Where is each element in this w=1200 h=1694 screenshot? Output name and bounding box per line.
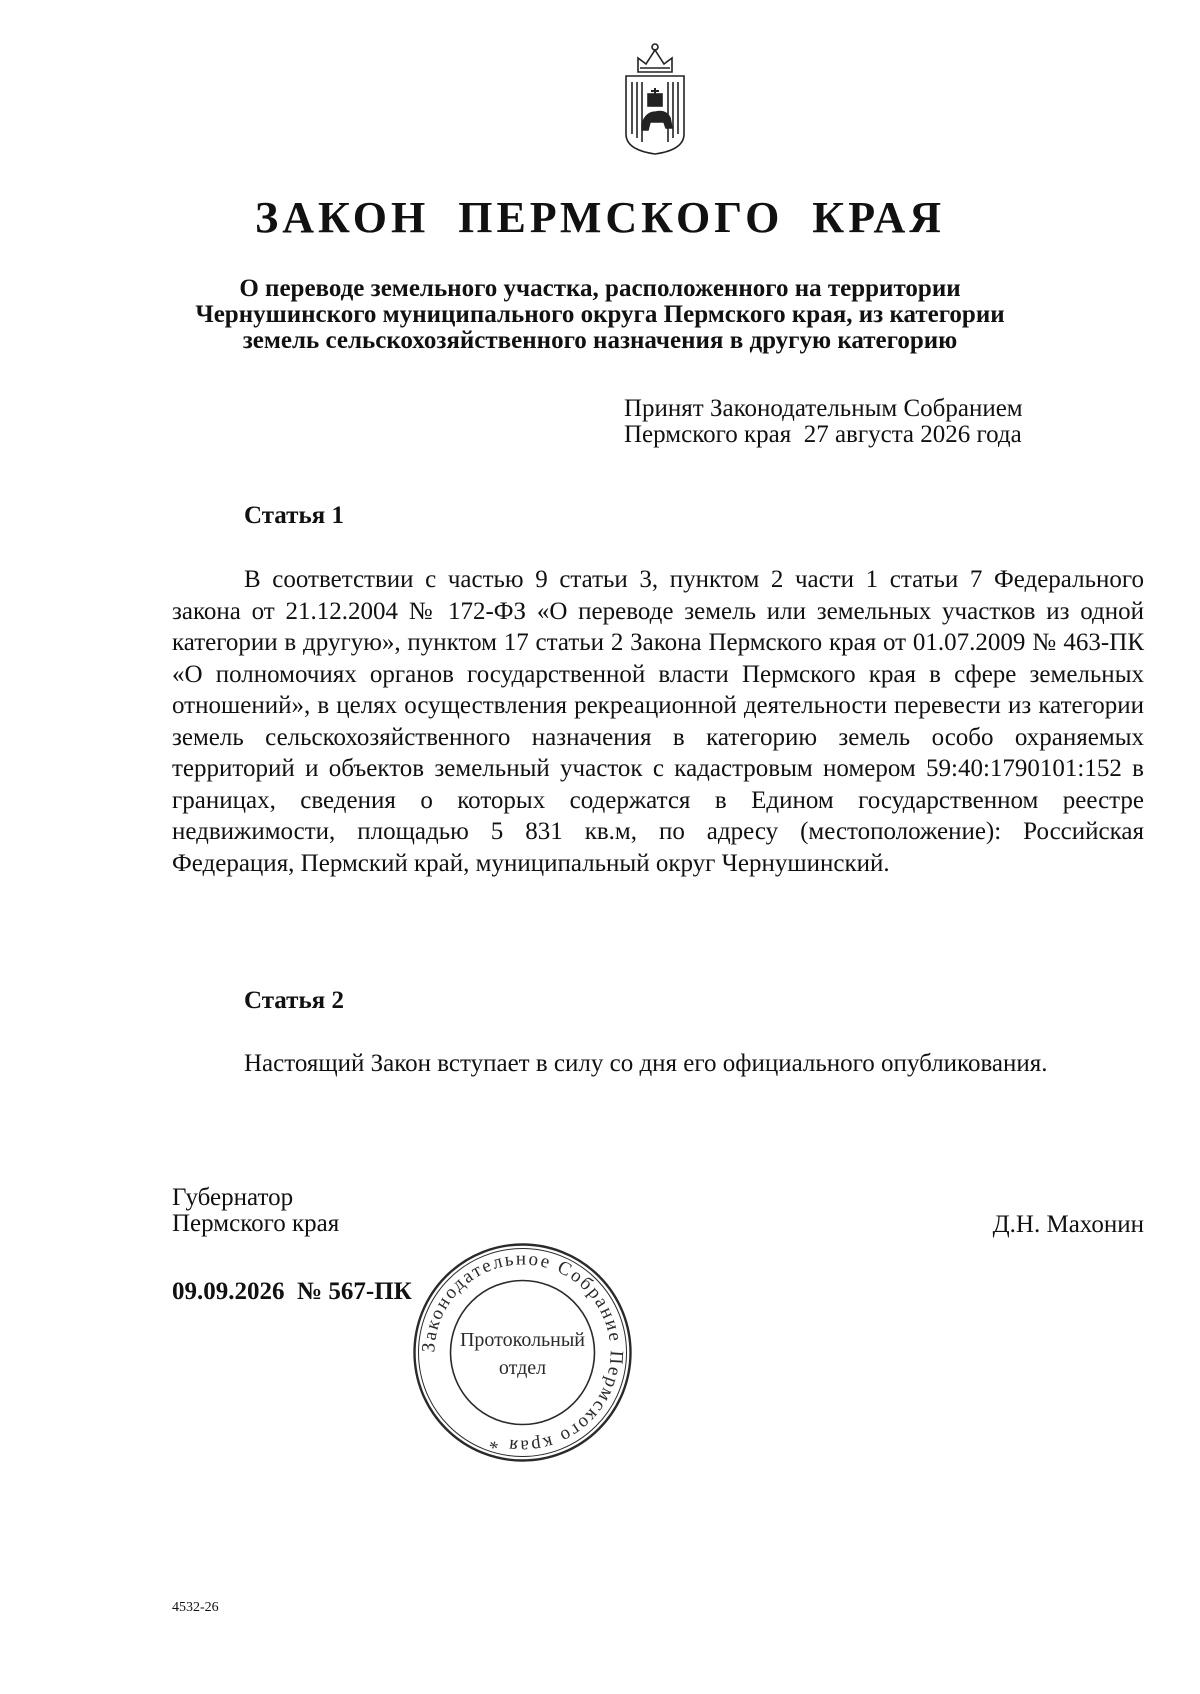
article-1-text: В соответствии с частью 9 статьи 3, пунктом 2 части 1 статьи 7 Федерального закона от 21.12.2004 № 172-ФЗ «О переводе земель или земельных участков из одной категории в другую», пунктом 17 статьи 2 Закона Пермского края от 01.07.2009 № 463-ПК «О полномочиях органов государственной власти Пермского края в сфере земельных отношений», в целях осуществления рекреационной деятельности перевести из категории земель сельскохозяйственного назначения в категорию земель особо охраняемых территорий и объектов земельный участок с кадастровым номером 59:40:1790101:152 в границах, сведения о которых содержатся в Едином государственном реестре недвижимости, площадью 5 831 кв.м, по адресу (местоположение): Российская Федерация, Пермский край, муниципальный округ Чернушинский. (172, 566, 1144, 877)
position-line: Губернатор (172, 1184, 294, 1211)
document-title: ЗАКОН ПЕРМСКОГО КРАЯ (254, 193, 946, 242)
svg-text:Законодательное Собрание Пермс (418, 1248, 626, 1456)
position-line: Пермского края (172, 1210, 340, 1237)
signatory-position (172, 1185, 339, 1237)
subtitle-line: земель сельскохозяйственного назначения в другую категорию (242, 327, 958, 354)
adoption-line: Пермского края 27 августа 2026 года (624, 421, 1022, 448)
registration-code: 4532-26 (172, 1600, 219, 1615)
stamp-ring-text: Законодательное Собрание Пермского края * (418, 1248, 627, 1457)
article-2-text: Настоящий Закон вступает в силу со дня его официального опубликования. (244, 1050, 1048, 1077)
official-stamp (410, 1240, 635, 1465)
stamp-center-line: отдел (498, 1357, 547, 1379)
subtitle-line: Чернушинского муниципального округа Пермского края, из категории (195, 301, 1005, 328)
article-2-heading: Статья 2 (244, 987, 344, 1014)
document-subtitle (140, 276, 1060, 354)
law-number: 09.09.2026 № 567-ПК (172, 1278, 412, 1305)
coat-of-arms-icon (620, 38, 690, 156)
article-1-heading: Статья 1 (244, 502, 344, 529)
subtitle-line: О переводе земельного участка, расположенного на территории (239, 275, 961, 302)
signatory-name: Д.Н. Махонин (992, 1211, 1144, 1238)
adoption-line: Принят Законодательным Собранием (624, 395, 1023, 422)
adoption-note (624, 396, 1023, 448)
stamp-center-line: Протокольный (459, 1329, 586, 1351)
